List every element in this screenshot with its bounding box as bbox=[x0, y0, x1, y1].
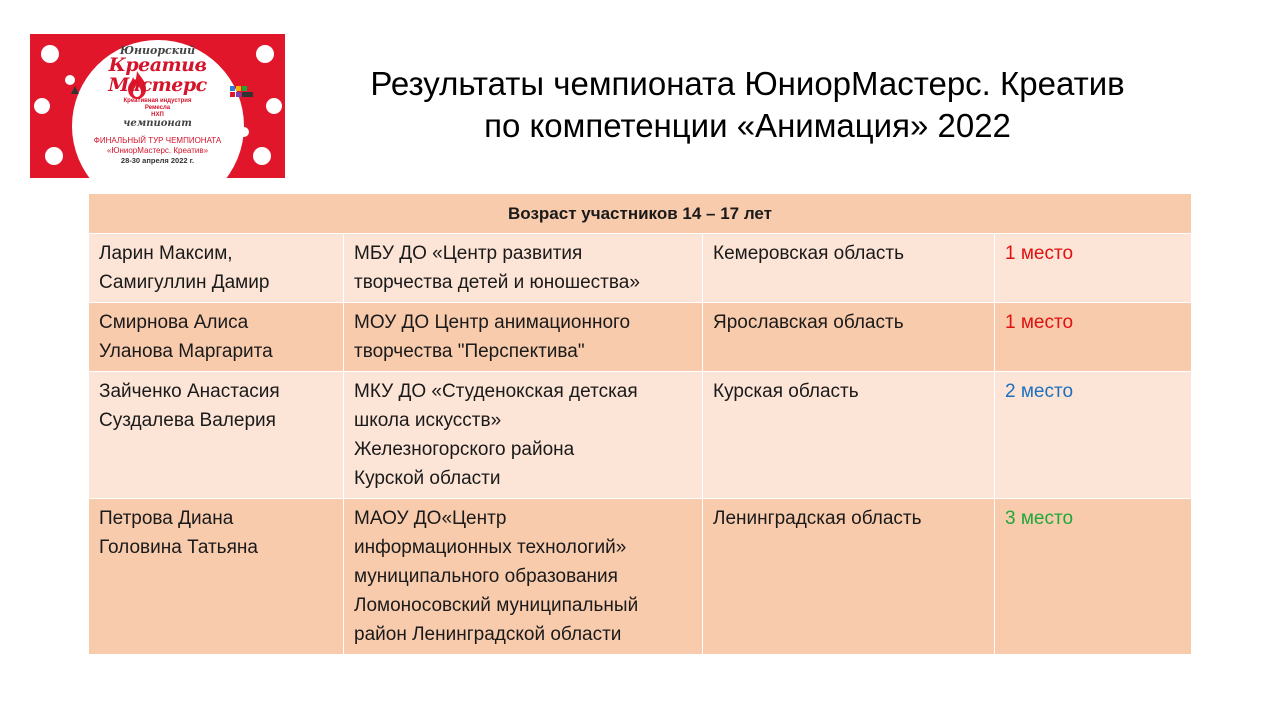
table-row bbox=[89, 234, 1192, 303]
region-cell: Кемеровская область bbox=[703, 234, 995, 303]
title-line-1: Результаты чемпионата ЮниорМастерс. Креатив bbox=[370, 65, 1125, 102]
participant-name: Смирнова Алиса bbox=[99, 312, 249, 333]
championship-logo bbox=[30, 34, 285, 178]
participant-name: Зайченко Анастасия bbox=[99, 381, 280, 402]
participant-name: Ларин Максим, bbox=[99, 243, 233, 264]
organization-line: школа искусств» bbox=[354, 410, 502, 431]
organization-line: МАОУ ДО«Центр bbox=[354, 508, 507, 529]
logo-line-7: чемпионат bbox=[123, 118, 192, 129]
logo-line-4: Креативная индустрия bbox=[123, 98, 192, 104]
participant-name: Уланова Маргарита bbox=[99, 341, 273, 362]
organization-cell bbox=[344, 234, 703, 303]
logo-line-5: Ремесла bbox=[144, 105, 171, 111]
table-row bbox=[89, 499, 1192, 655]
place-cell: 2 место bbox=[995, 372, 1192, 499]
organization-cell bbox=[344, 499, 703, 655]
region-cell: Ленинградская область bbox=[703, 499, 995, 655]
logo-line-1: Юниорский bbox=[119, 44, 196, 57]
organization-line: Железногорского района bbox=[354, 439, 575, 460]
logo-line-10: 28-30 апреля 2022 г. bbox=[120, 156, 195, 165]
organization-line: Курской области bbox=[354, 468, 501, 489]
page-title bbox=[290, 63, 1205, 147]
logo-line-9: «ЮниорМастерс. Креатив» bbox=[106, 146, 209, 155]
organization-line: МОУ ДО Центр анимационного bbox=[354, 312, 631, 333]
results-table bbox=[88, 193, 1192, 655]
table-header-row bbox=[89, 194, 1192, 234]
logo-line-8: ФИНАЛЬНЫЙ ТУР ЧЕМПИОНАТА bbox=[93, 136, 222, 145]
participants-cell bbox=[89, 499, 344, 655]
age-group-header: Возраст участников 14 – 17 лет bbox=[89, 194, 1192, 234]
title-line-2: по компетенции «Анимация» 2022 bbox=[484, 107, 1011, 144]
participants-cell bbox=[89, 303, 344, 372]
logo-line-3: Мастерс bbox=[108, 74, 207, 96]
logo-line-2: Креатив bbox=[108, 54, 207, 76]
partner-logo-left bbox=[60, 86, 90, 95]
region-cell: Ярославская область bbox=[703, 303, 995, 372]
organization-line: МКУ ДО «Студенокская детская bbox=[354, 381, 638, 402]
organization-line: информационных технологий» bbox=[354, 537, 627, 558]
participant-name: Самигуллин Дамир bbox=[99, 272, 270, 293]
participants-cell bbox=[89, 372, 344, 499]
place-cell: 3 место bbox=[995, 499, 1192, 655]
partner-grid-icon bbox=[230, 86, 254, 100]
organization-line: муниципального образования bbox=[354, 566, 618, 587]
place-cell: 1 место bbox=[995, 234, 1192, 303]
place-cell: 1 место bbox=[995, 303, 1192, 372]
table-row bbox=[89, 372, 1192, 499]
participants-cell bbox=[89, 234, 344, 303]
organization-line: Ломоносовский муниципальный bbox=[354, 595, 639, 616]
region-cell: Курская область bbox=[703, 372, 995, 499]
organization-cell bbox=[344, 372, 703, 499]
participant-name: Суздалева Валерия bbox=[99, 410, 276, 431]
organization-line: творчества детей и юношества» bbox=[354, 272, 640, 293]
participant-name: Головина Татьяна bbox=[99, 537, 258, 558]
table-row bbox=[89, 303, 1192, 372]
triangle-icon bbox=[71, 86, 79, 94]
participant-name: Петрова Диана bbox=[99, 508, 234, 529]
organization-line: МБУ ДО «Центр развития bbox=[354, 243, 583, 264]
organization-cell bbox=[344, 303, 703, 372]
logo-line-6: НХП bbox=[151, 112, 164, 118]
organization-line: творчества "Перспектива" bbox=[354, 341, 585, 362]
partner-logo-right bbox=[228, 86, 256, 101]
organization-line: район Ленинградской области bbox=[354, 624, 622, 645]
